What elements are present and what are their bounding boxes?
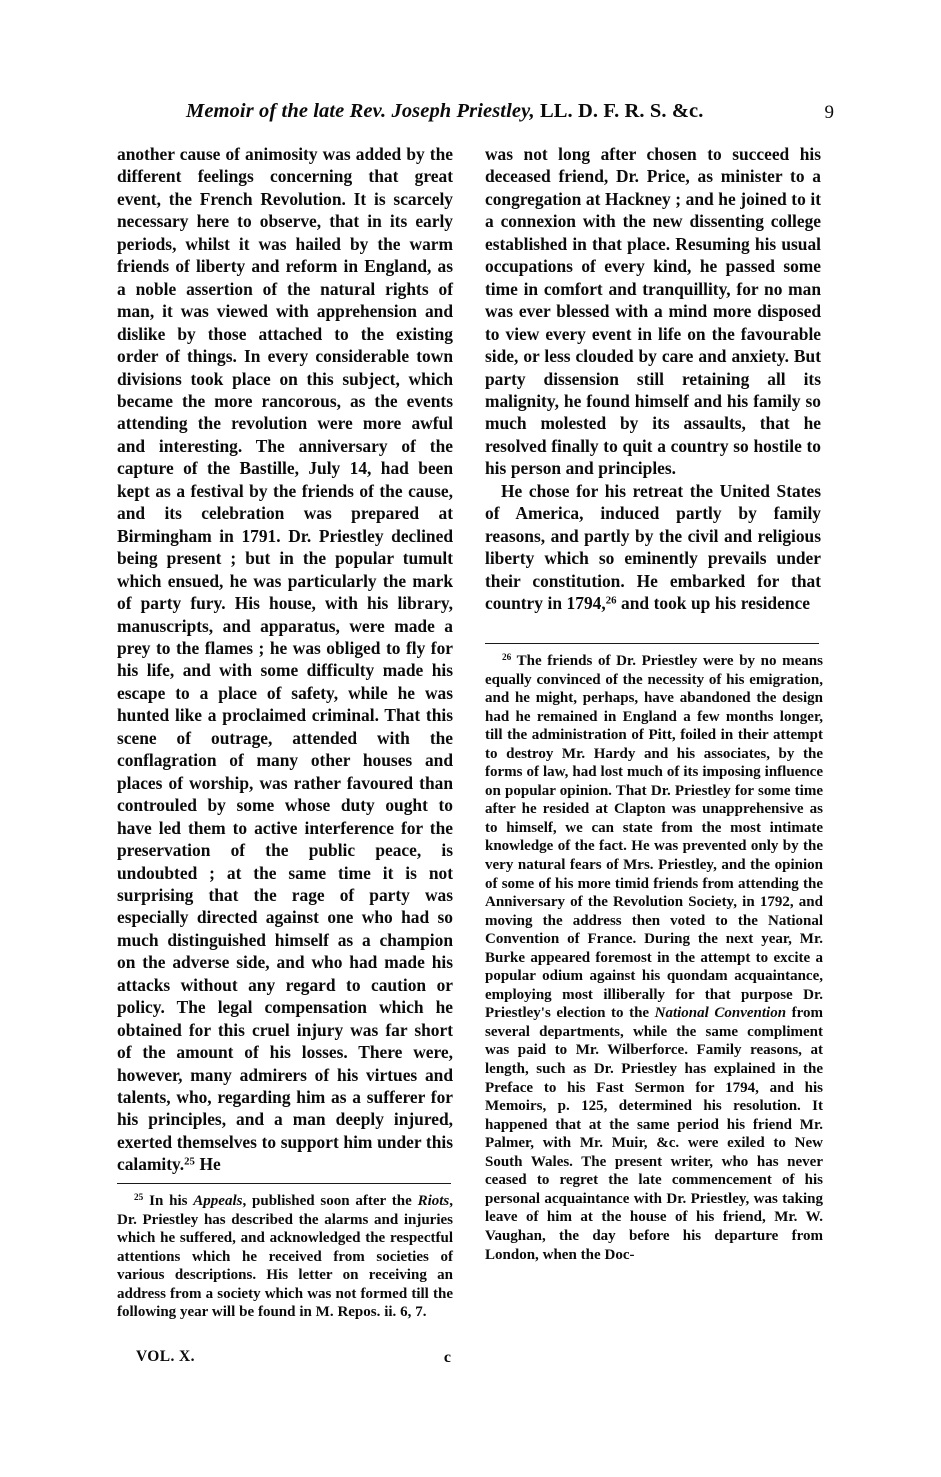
right-body-para2-tail: and took up his residence [616, 593, 810, 614]
right-column-body [485, 143, 821, 615]
paragraph [117, 143, 453, 1176]
paragraph [485, 480, 821, 615]
footnote-25-part2: , published soon after the [242, 1193, 418, 1209]
paragraph: was not long after chosen to succeed his deceased friend, Dr. Price, as minister to a congregation at Hackney ; and he joined to it a connexion with the new dissenting college established in that place. Resuming his usual occupations of every kind, he passed some time in comfort and tranquillity, for no man was ever blessed with a mind more disposed to view every event in life on the favourable side, or less clouded by care and anxiety. But party dissension still retaining all its malignity, he found himself and his family so much molested by its assaults, that he resolved finally to quit a country so hostile to his person and principles. [485, 144, 821, 479]
footnote-reference-26[interactable]: 26 [605, 594, 617, 607]
footnote-marker-25: 25 [134, 1193, 144, 1204]
footnote-26-italic-national-convention: National Convention [654, 1005, 787, 1022]
footnote-25-italic-appeals: Appeals [193, 1193, 243, 1209]
footnote-26 [485, 652, 823, 1264]
signature-mark: c [443, 1349, 451, 1366]
footnote-26-part1: The friends of Dr. Priestley were by no means equally convinced of the necessity of his emigration, and he might, perhaps, have abandoned the design had he remained in England a few months longer, till the administration of Pitt, foiled in their attempt to destroy Mr. Hardy and his associates, by the forms of law, had lost much of its imposing influence on popular opinion. That Dr. Priestley for some time after he resided at Clapton was unapprehensive as to himself, we can state from the most intimate knowledge of the fact. He was prevented only by the very natural fears of Mrs. Priestley, and the opinion of some of his more timid friends from attending the Anniversary of the Revolution Society, in 1792, and moving the address then voted to the National Convention of France. During the next year, Mr. Burke appeared foremost in the attempt to excite a popular odium against his quondam acquaintance, employing most illiberally for that purpose Dr. Priestley's election to the [485, 653, 823, 1022]
running-head-title-roman: LL. D. F. R. S. &c. [534, 100, 704, 122]
footnote-25-italic-riots: Riots [417, 1193, 450, 1209]
left-body-text: another cause of animosity was added by the different feelings concerning that great event, the French Revolution. It is scarcely necessary here to observe, that in its early periods, whilst it was hailed by the warm friends of liberty and reform in England, as a noble assertion of the natural rights of man, it was viewed with apprehension and dislike by those attached to the existing order of things. In every considerable town divisions took place on this subject, which became the more rancorous, as the events attending the revolution were more awful and interesting. The anniversary of the capture of the Bastille, July 14, had been kept as a festival by the friends of the cause, and its celebration was prepared at Birmingham in 1791. Dr. Priestley declined being present ; but in the popular tumult which ensued, he was particularly the mark of party fury. His house, with his library, manuscripts, and apparatus, were made a prey to the flames ; he was obliged to fly for his life, and with some difficulty made his escape to a place of safety, while he was hunted like a proclaimed criminal. That this scene of outrage, attended with the conflagration of many other houses and places of worship, was rather favoured than controuled by some whose duty ought to have led them to active interference for the preservation of the public peace, is undoubted ; at the same time it is not surprising that the rage of party was especially directed against one who had so much distinguished himself as a champion on the adverse side, and who had made his attacks without any regard to caution or policy. The legal compensation which he obtained for this cruel injury was far short of the amount of his losses. There were, however, many admirers of his virtues and talents, who, regarding him as a sufferer for his principles, and a man deeply injured, exerted themselves to support him under this calamity. [117, 144, 453, 1175]
footnote-rule-right [485, 643, 819, 644]
running-head-title-italic: Memoir of the late Rev. Joseph Priestley, [186, 100, 535, 122]
running-head [118, 100, 834, 130]
footnote-25-part1: In his [143, 1193, 194, 1209]
left-column [117, 143, 453, 1176]
footnote-marker-26: 26 [502, 653, 512, 664]
footnote-paragraph [485, 652, 823, 1264]
footnote-26-part2: from several departments, while the same compliment was paid to Mr. Wilberforce. Family reasons, at length, such as Dr. Priestley has explained in the Preface to his Fast Sermon for 1794, and his Memoirs, p. 125, determined his resolution. It happened that at the same period his friend Mr. Palmer, with Mr. Muir, &c. were exiled to New South Wales. The present writer, who has never ceased to regret the late commencement of his personal acquaintance with Dr. Priestley, was taking leave of him at the house of his friend, Mr. W. Vaughan, the day before his departure from London, when the Doc- [485, 1005, 823, 1263]
left-column-body [117, 143, 453, 1176]
running-head-title [186, 100, 703, 123]
footnote-reference-25[interactable]: 25 [184, 1155, 195, 1168]
page-number: 9 [824, 102, 834, 123]
right-column [485, 143, 821, 615]
footnote-paragraph [117, 1192, 453, 1322]
volume-mark: VOL. X. [136, 1348, 195, 1365]
footnote-rule-left [117, 1183, 451, 1184]
right-body-para2-head: He chose for his retreat the United States of America, induced partly by family reasons, and partly by the civil and religious liberty which so eminently prevails under their constitution. He embarked for that country in 1794, [485, 480, 821, 614]
direction-line [117, 1348, 453, 1372]
left-body-tail: He [194, 1154, 221, 1175]
footnote-25-part3: , Dr. Priestley has described the alarms and injuries which he suffered, and acknowledged the respectful attentions which he received from societies of various descriptions. His letter on receiving an address from a society which was not formed till the following year will be found in M. Repos. ii. 6, 7. [117, 1193, 453, 1321]
footnote-25 [117, 1192, 453, 1322]
